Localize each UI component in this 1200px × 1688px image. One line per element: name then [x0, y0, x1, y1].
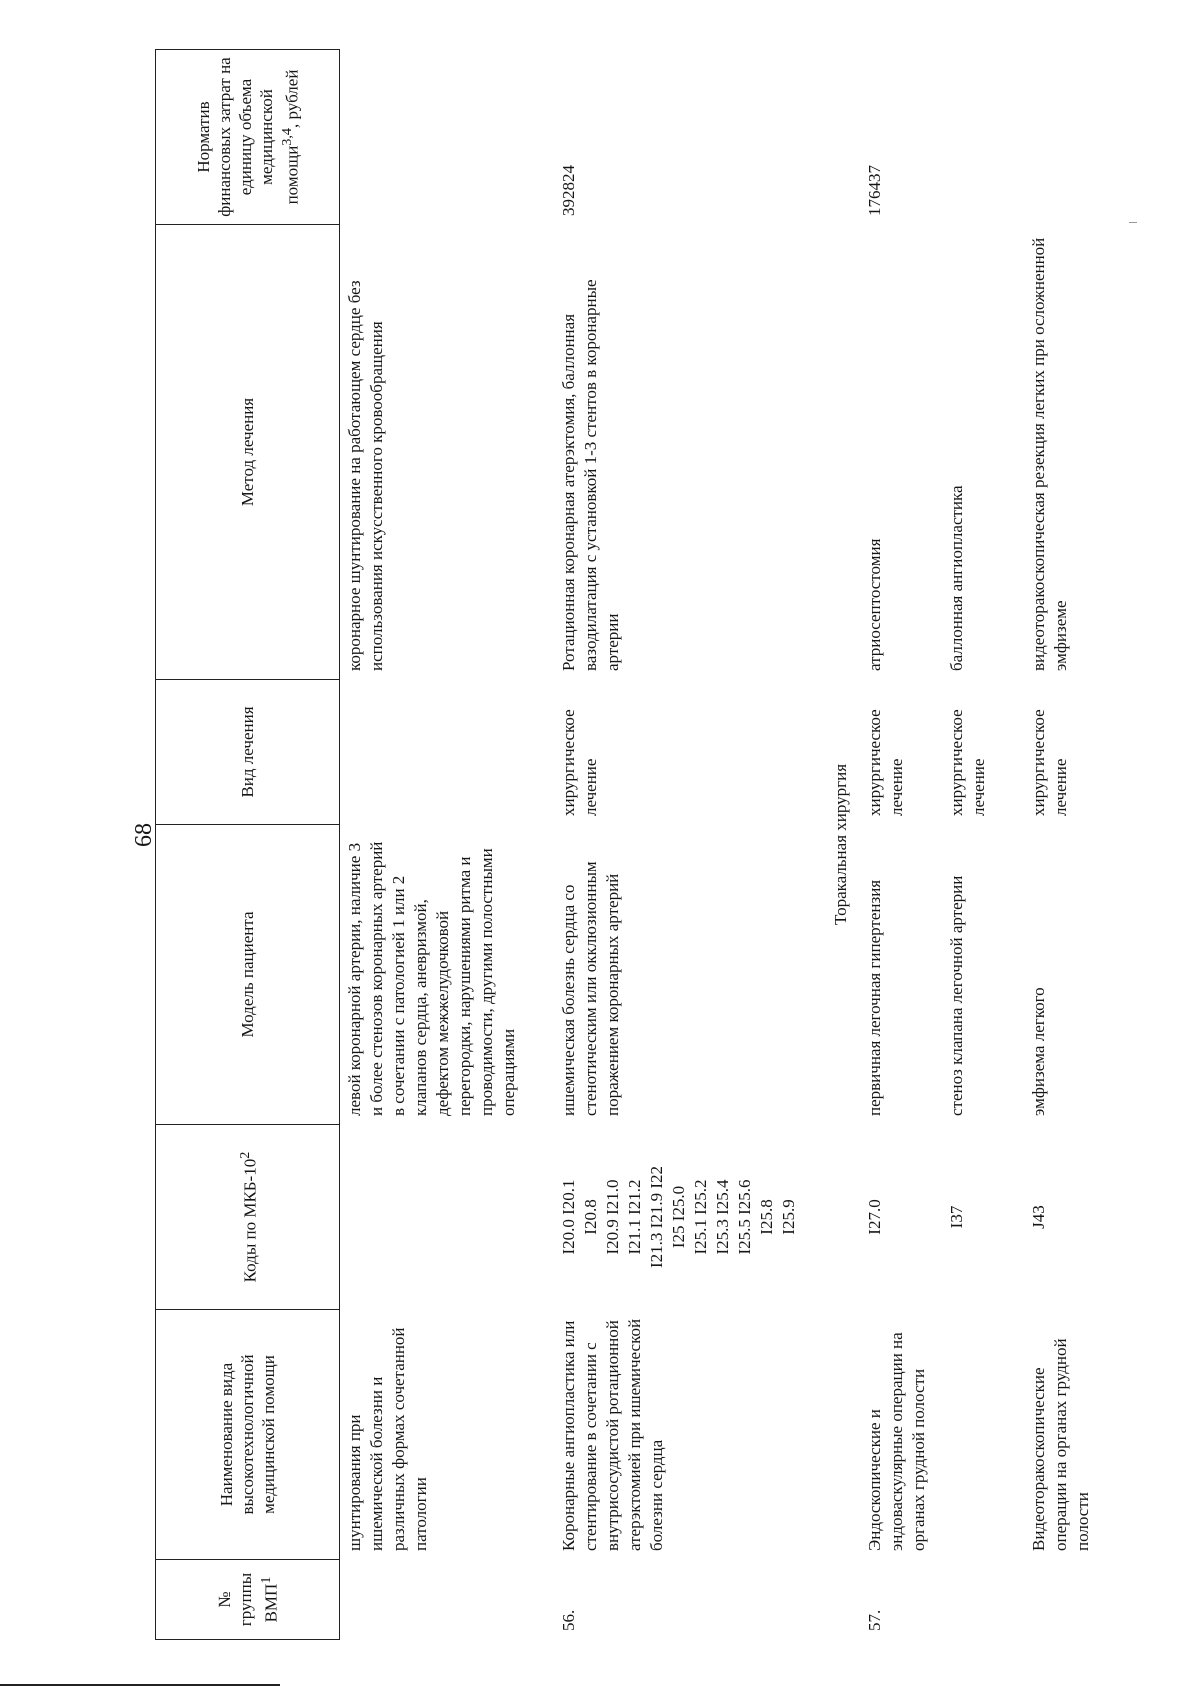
header-codes: Коды по МКБ-$10^2$	[156, 1125, 340, 1310]
cell-model: стеноз клапана легочной артерии	[942, 825, 1024, 1125]
vmp-table	[155, 49, 1156, 1640]
cell-codes: I27.0	[860, 1125, 942, 1310]
code-line: I21.3 I21.9 I22	[647, 1166, 666, 1268]
cell-method: баллонная ангиопластика	[942, 225, 1024, 680]
cell-model: первичная легочная гипертензия	[860, 825, 942, 1125]
cell-kind: хирургическое лечение	[554, 680, 830, 825]
cell-method: видеоторакоскопическая резекция легких при осложненной эмфиземе	[1024, 225, 1156, 680]
cell-model: ишемическая болезнь сердца со стенотическим или окклюзионным поражением коронарных артерий	[554, 825, 830, 1125]
code-line: I21.1 I21.2	[625, 1179, 644, 1255]
cell-norm	[1024, 50, 1156, 225]
cell-norm: 176437	[860, 50, 942, 225]
rotated-table-wrapper	[155, 50, 1155, 1640]
cell-kind: хирургическое лечение	[942, 680, 1024, 825]
cell-name: Эндоскопические и эндоваскулярные операции на органах грудной полости	[860, 1310, 942, 1560]
page-bottom-rule	[0, 1684, 280, 1686]
table-row	[1024, 50, 1156, 1640]
cell-method: коронарное шунтирование на работающем сердце без использования искусственного кровообращения	[340, 225, 555, 680]
code-line: I25.9	[779, 1199, 798, 1235]
cell-kind: хирургическое лечение	[860, 680, 942, 825]
cell-name: Видеоторакоскопические операции на органах грудной полости	[1024, 1310, 1156, 1560]
cell-num	[942, 1560, 1024, 1640]
table-row	[340, 50, 555, 1640]
cell-norm: 392824	[554, 50, 830, 225]
cell-num: 56.	[554, 1560, 830, 1640]
code-line: I25.8	[757, 1199, 776, 1235]
cell-norm	[942, 50, 1024, 225]
cell-kind: хирургическое лечение	[1024, 680, 1156, 825]
table-row	[554, 50, 830, 1640]
cell-num	[340, 1560, 555, 1640]
table-header-row	[156, 50, 340, 1640]
header-norm: Норматив финансовых затрат на единицу объема медицинской помощи$^{3,4}$, рублей	[156, 50, 340, 225]
code-line: I20.0 I20.1	[559, 1179, 578, 1255]
cell-codes: J43	[1024, 1125, 1156, 1310]
code-line: I20.8	[581, 1199, 600, 1235]
cell-model: эмфизема легкого	[1024, 825, 1156, 1125]
code-line: I20.9 I21.0	[603, 1179, 622, 1255]
header-num: № группы ВМП$^1$	[156, 1560, 340, 1640]
table-row	[942, 50, 1024, 1640]
code-line: I25.1 I25.2	[691, 1179, 710, 1255]
cell-codes: I37	[942, 1125, 1024, 1310]
header-model: Модель пациента	[156, 825, 340, 1125]
section-row	[830, 50, 860, 1640]
cell-method: атриосептостомия	[860, 225, 942, 680]
header-method: Метод лечения	[156, 225, 340, 680]
header-kind: Вид лечения	[156, 680, 340, 825]
cell-model: левой коронарной артерии, наличие 3 и более стенозов коронарных артерий в сочетании с патологией 1 или 2 клапанов сердца, аневризмой, дефектом межжелудочковой перегородки, нарушениями ритма и проводимости, другими полостными операциями	[340, 825, 555, 1125]
section-title: Торакальная хирургия	[830, 50, 860, 1640]
page-number: 68	[131, 823, 157, 847]
cell-codes	[554, 1125, 830, 1310]
cell-num: 57.	[860, 1560, 942, 1640]
table-row	[860, 50, 942, 1640]
cell-num	[1024, 1560, 1156, 1640]
cell-kind	[340, 680, 555, 825]
header-name: Наименование вида высокотехнологичной медицинской помощи	[156, 1310, 340, 1560]
cell-codes	[340, 1125, 555, 1310]
cell-name: шунтирования при ишемической болезни и различных формах сочетанной патологии	[340, 1310, 555, 1560]
cell-method: Ротационная коронарная атерэктомия, баллонная вазодилатация с установкой 1-3 стентов в коронарные артерии	[554, 225, 830, 680]
cell-norm	[340, 50, 555, 225]
code-line: I25.3 I25.4	[713, 1179, 732, 1255]
cell-name: Коронарные ангиопластика или стентирование в сочетании с внутрисосудистой ротационной атерэктомией при ишемической болезни сердца	[554, 1310, 830, 1560]
code-line: I25 I25.0	[669, 1185, 688, 1249]
cell-name	[942, 1310, 1024, 1560]
code-line: I25.5 I25.6	[735, 1179, 754, 1255]
